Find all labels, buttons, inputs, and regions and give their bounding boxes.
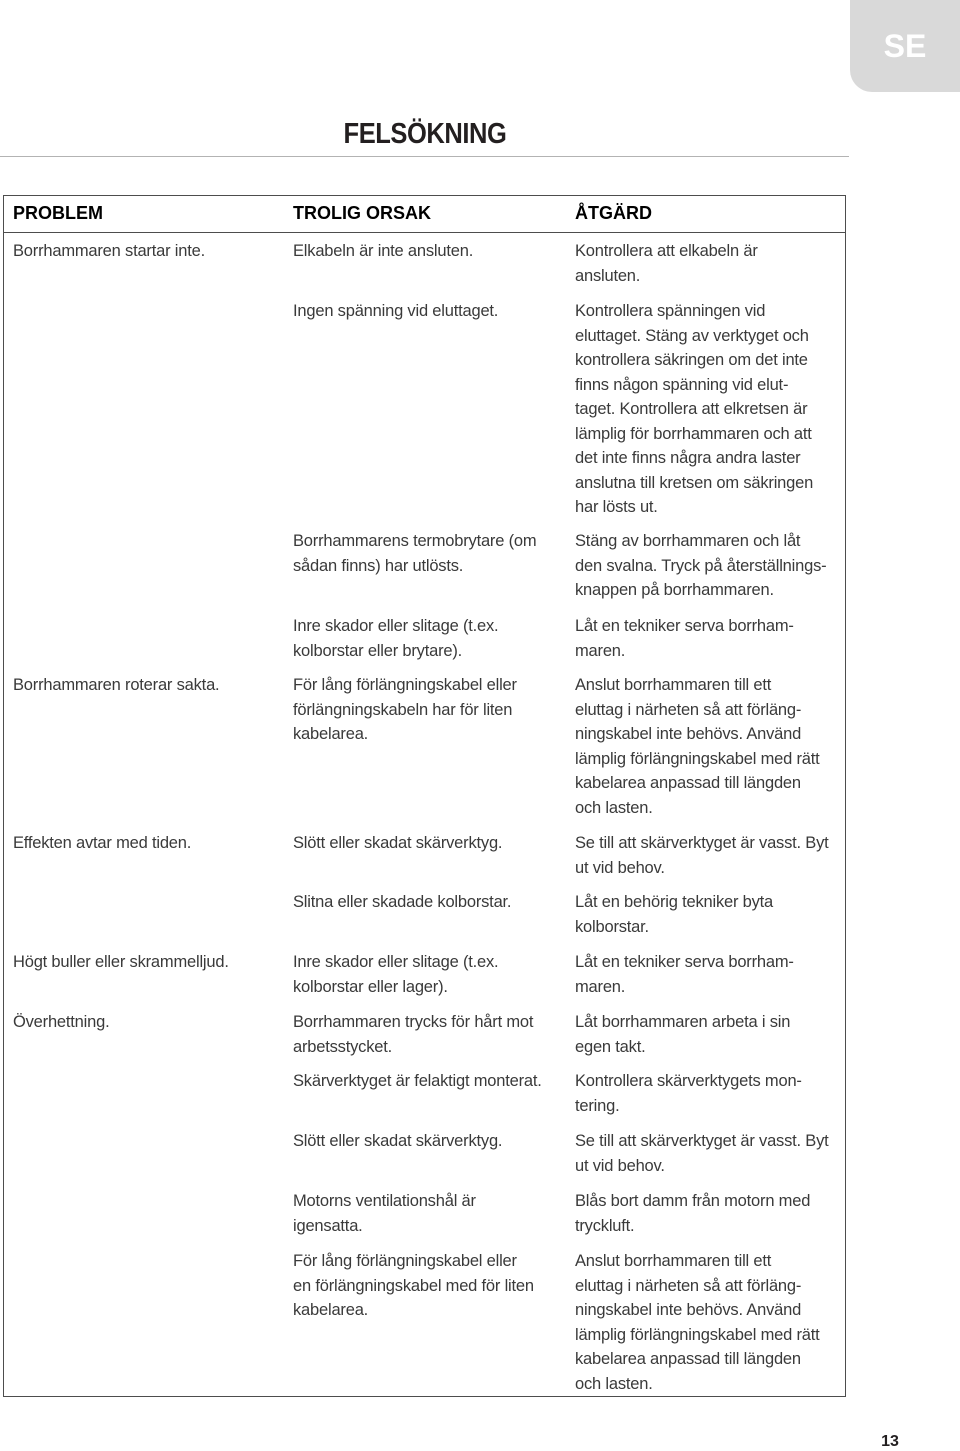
cause-cell: Slitna eller skadade kolborstar. [293,893,512,911]
problem-cell: Högt buller eller skrammelljud. [13,953,229,971]
action-cell: Låt borrhammaren arbeta i sin egen takt. [575,1013,791,1056]
action-cell: Låt en behörig tekniker byta kolborstar. [575,893,774,936]
cause-cell: Borrhammarens termobrytare (om sådan finns) har utlösts. [293,532,537,575]
cause-cell: Slött eller skadat skärverktyg. [293,1132,503,1150]
action-cell: Anslut borrhammaren till ett eluttag i närheten så att förläng- ningskabel inte behövs. Använd lämplig förlängningskabel med rätt kabelarea anpassad till längden och lasten. [575,676,820,817]
language-tab: SE [850,0,960,92]
action-cell: Låt en tekniker serva borrham- maren. [575,953,794,996]
action-cell: Kontrollera att elkabeln är ansluten. [575,242,758,285]
action-cell: Anslut borrhammaren till ett eluttag i närheten så att förläng- ningskabel inte behövs. Använd lämplig förlängningskabel med rätt kabelarea anpassad till längden och lasten. [575,1252,820,1393]
header-problem: PROBLEM [13,203,103,223]
action-cell: Kontrollera skärverktygets mon- tering. [575,1072,802,1115]
action-cell: Blås bort damm från motorn med tryckluft. [575,1192,811,1235]
page-title: FELSÖKNING [343,118,507,150]
problem-cell: Effekten avtar med tiden. [13,834,192,852]
action-cell: Stäng av borrhammaren och låt den svalna. Tryck på återställnings- knappen på borrhammaren. [575,532,827,599]
problem-cell: Borrhammaren roterar sakta. [13,676,220,694]
cause-cell: För lång förlängningskabel eller förlängningskabeln har för liten kabelarea. [293,676,517,743]
cause-cell: Ingen spänning vid eluttaget. [293,302,499,320]
page-number: 13 [881,1433,899,1450]
cause-cell: Slött eller skadat skärverktyg. [293,834,503,852]
cause-cell: Inre skador eller slitage (t.ex. kolborstar eller lager). [293,953,499,996]
cause-cell: Skärverktyget är felaktigt monterat. [293,1072,542,1090]
problem-cell: Överhettning. [13,1013,110,1031]
header-cause: TROLIG ORSAK [293,203,431,223]
action-cell: Kontrollera spänningen vid eluttaget. Stäng av verktyget och kontrollera säkringen om det inte finns någon spänning vid elut- taget. Kontrollera att elkretsen är lämplig för borrhammaren och att det inte finns några andra laster anslutna till kretsen om säkringen har lösts ut. [575,302,814,516]
header-action: ÅTGÄRD [575,203,652,223]
action-cell: Se till att skärverktyget är vasst. Byt ut vid behov. [575,834,829,877]
cause-cell: Motorns ventilationshål är igensatta. [293,1192,476,1235]
action-cell: Låt en tekniker serva borrham- maren. [575,617,794,660]
cause-cell: För lång förlängningskabel eller en förlängningskabel med för liten kabelarea. [293,1252,534,1319]
action-cell: Se till att skärverktyget är vasst. Byt ut vid behov. [575,1132,829,1175]
problem-cell: Borrhammaren startar inte. [13,242,205,260]
cause-cell: Inre skador eller slitage (t.ex. kolborstar eller brytare). [293,617,499,660]
cause-cell: Elkabeln är inte ansluten. [293,242,474,260]
cause-cell: Borrhammaren trycks för hårt mot arbetsstycket. [293,1013,534,1056]
